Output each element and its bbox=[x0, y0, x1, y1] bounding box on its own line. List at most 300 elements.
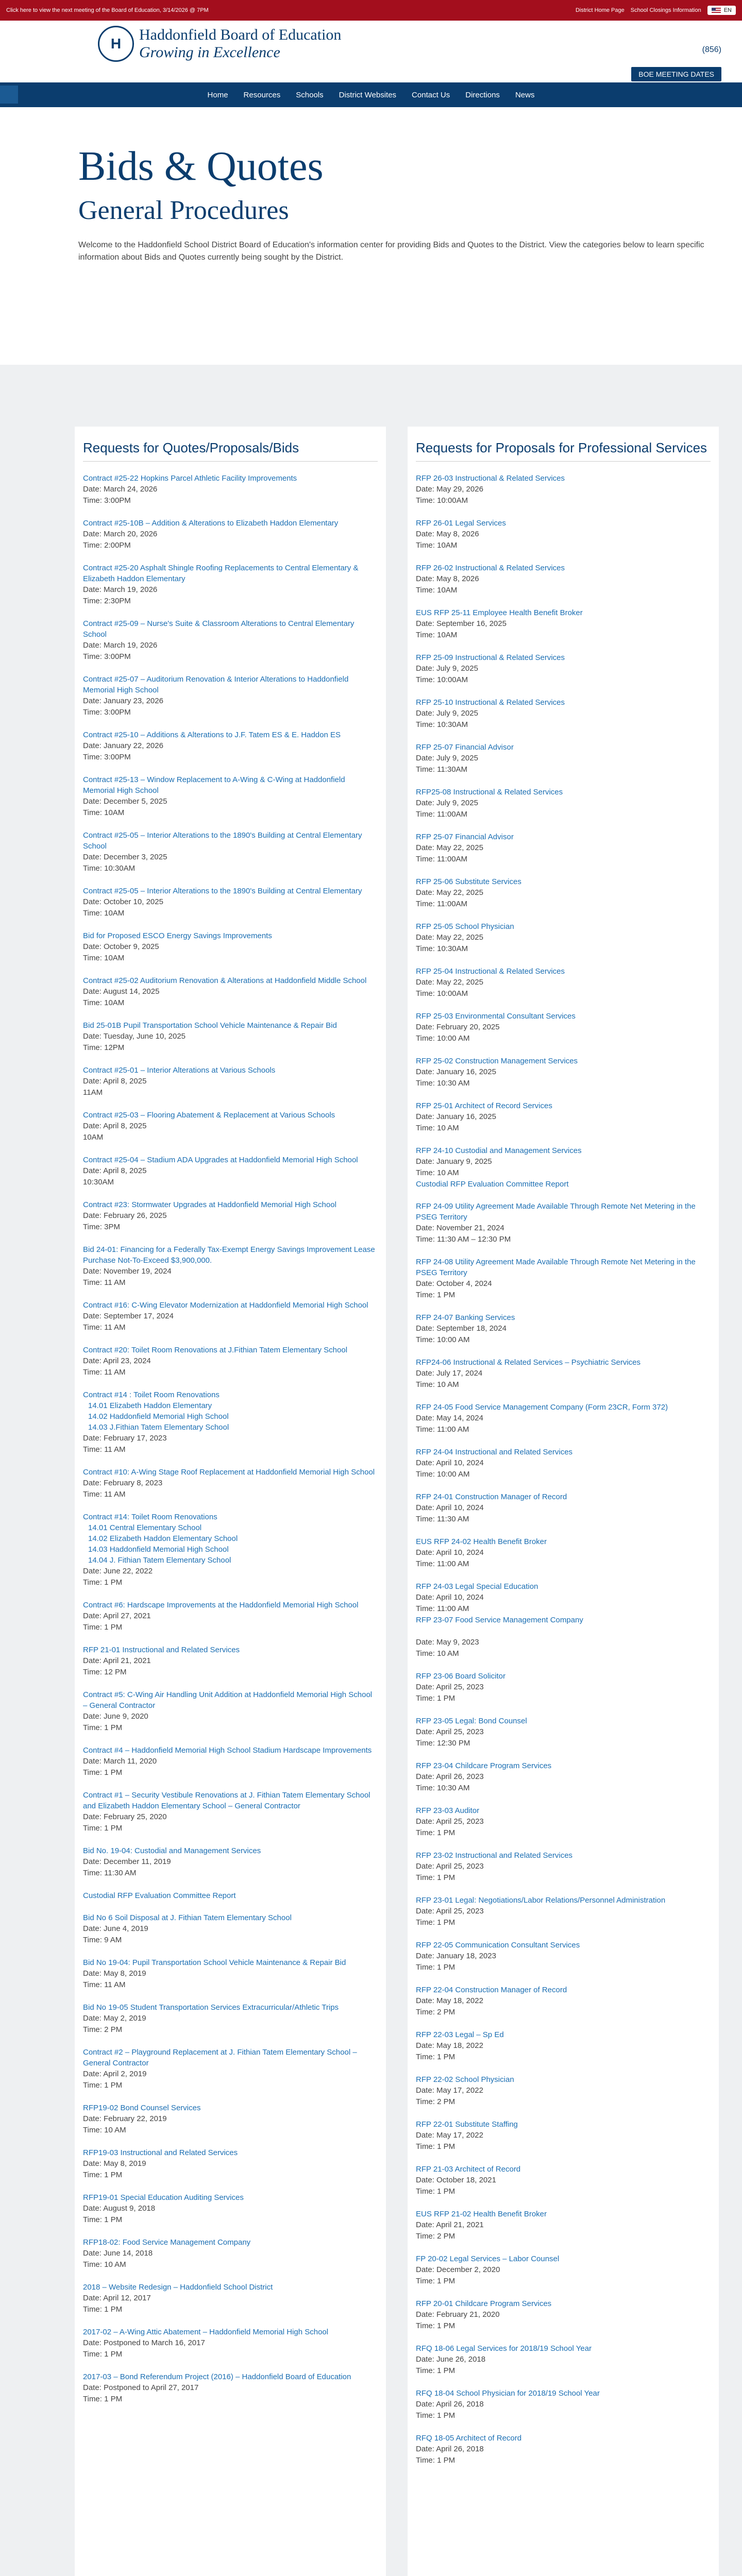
proposals-panel-title: Requests for Proposals for Professional Services bbox=[416, 440, 711, 462]
bid-link[interactable]: RFP 25-10 Instructional & Related Services bbox=[416, 698, 565, 707]
bid-date: Date: June 14, 2018 bbox=[83, 2249, 153, 2258]
bid-date: Date: December 5, 2025 bbox=[83, 797, 167, 806]
bid-link[interactable]: RFP18-02: Food Service Management Company bbox=[83, 2238, 251, 2247]
bid-link[interactable]: RFP 24-07 Banking Services bbox=[416, 1313, 515, 1322]
bid-link[interactable]: RFP 26-01 Legal Services bbox=[416, 519, 506, 528]
bid-date: Date: March 24, 2026 bbox=[83, 485, 158, 494]
bid-link[interactable]: RFP24-06 Instructional & Related Services – Psychiatric Services bbox=[416, 1358, 641, 1367]
bid-link[interactable]: Bid for Proposed ESCO Energy Savings Improvements bbox=[83, 931, 272, 940]
bid-link[interactable]: RFP 24-09 Utility Agreement Made Available Through Remote Net Metering in the PSEG Territory bbox=[416, 1202, 696, 1222]
bid-link[interactable]: Contract #25-22 Hopkins Parcel Athletic Facility Improvements bbox=[83, 474, 297, 483]
bid-link[interactable]: RFP 24-04 Instructional and Related Services bbox=[416, 1448, 573, 1456]
bid-link[interactable]: 2018 – Website Redesign – Haddonfield School District bbox=[83, 2283, 273, 2292]
bid-link[interactable]: RFQ 18-05 Architect of Record bbox=[416, 2434, 522, 2443]
bid-item bbox=[416, 1492, 711, 1525]
bid-link[interactable]: RFP 23-03 Auditor bbox=[416, 1806, 480, 1815]
nav-district-websites[interactable]: District Websites bbox=[339, 90, 397, 99]
bid-panels bbox=[0, 365, 742, 2576]
bid-link[interactable]: RFQ 18-04 School Physician for 2018/19 School Year bbox=[416, 2389, 600, 2398]
bid-sub-link[interactable]: 14.02 Haddonfield Memorial High School bbox=[88, 1412, 229, 1421]
bid-item bbox=[416, 1716, 711, 1749]
bid-link[interactable]: RFP 23-05 Legal: Bond Counsel bbox=[416, 1717, 527, 1725]
bid-time: Time: 3:00PM bbox=[83, 753, 131, 761]
bid-link[interactable]: Contract #2 – Playground Replacement at J. Fithian Tatem Elementary School – General Contractor bbox=[83, 2048, 357, 2067]
bid-time: Time: 10AM bbox=[83, 808, 125, 817]
bid-date: Date: February 20, 2025 bbox=[416, 1023, 500, 1031]
bid-item bbox=[416, 518, 711, 551]
nav-contact-us[interactable]: Contact Us bbox=[412, 90, 450, 99]
bid-time: Time: 10:00AM bbox=[416, 675, 468, 684]
bid-link[interactable]: RFP 22-04 Construction Manager of Record bbox=[416, 1986, 567, 1994]
bid-item bbox=[83, 1345, 378, 1378]
bid-link[interactable]: RFP 23-02 Instructional and Related Services bbox=[416, 1851, 573, 1860]
phone-number: (856) bbox=[702, 45, 721, 54]
bid-date: Date: April 27, 2021 bbox=[83, 1612, 151, 1620]
bid-time: Time: 3:00PM bbox=[83, 708, 131, 717]
nav-home[interactable]: Home bbox=[207, 90, 228, 99]
bid-date: Date: January 16, 2025 bbox=[416, 1067, 496, 1076]
bid-link[interactable]: RFP 22-03 Legal – Sp Ed bbox=[416, 2030, 504, 2039]
bid-date: Date: July 9, 2025 bbox=[416, 709, 478, 718]
bid-date: Date: April 25, 2023 bbox=[416, 1817, 484, 1826]
bid-time: Time: 12PM bbox=[83, 1043, 125, 1052]
bid-time: Time: 1 PM bbox=[416, 1963, 456, 1972]
bid-date: Date: November 21, 2024 bbox=[416, 1224, 504, 1232]
bid-link[interactable]: Contract #25-01 – Interior Alterations at Various Schools bbox=[83, 1066, 276, 1075]
bid-date: Date: April 8, 2025 bbox=[83, 1077, 147, 1086]
bid-item bbox=[416, 2388, 711, 2421]
bid-link[interactable]: Contract #10: A-Wing Stage Roof Replacement at Haddonfield Memorial High School bbox=[83, 1468, 375, 1477]
bid-sub-link[interactable]: 14.02 Elizabeth Haddon Elementary School bbox=[88, 1534, 238, 1543]
bid-link[interactable]: RFP 20-01 Childcare Program Services bbox=[416, 2299, 552, 2308]
bid-link[interactable]: RFP 26-03 Instructional & Related Services bbox=[416, 474, 565, 483]
bid-time: Time: 1 PM bbox=[83, 1723, 123, 1732]
page-subtitle: General Procedures bbox=[78, 196, 289, 225]
bid-date: Date: July 9, 2025 bbox=[416, 799, 478, 807]
bid-item bbox=[83, 730, 378, 763]
bid-date: Date: June 9, 2020 bbox=[83, 1712, 148, 1721]
bid-link[interactable]: RFP 25-05 School Physician bbox=[416, 922, 514, 931]
bid-item bbox=[416, 563, 711, 596]
bid-date: Date: April 12, 2017 bbox=[83, 2294, 151, 2302]
bid-item bbox=[83, 774, 378, 819]
bid-date: Date: May 22, 2025 bbox=[416, 888, 483, 897]
bid-item bbox=[83, 1512, 378, 1588]
bid-item bbox=[83, 1645, 378, 1678]
bid-link[interactable]: RFP 25-04 Instructional & Related Services bbox=[416, 967, 565, 976]
bid-time: Time: 10:30AM bbox=[83, 864, 136, 873]
bid-link[interactable]: RFP 24-08 Utility Agreement Made Available Through Remote Net Metering in the PSEG Territory bbox=[416, 1258, 696, 1277]
bid-date: Date: March 19, 2026 bbox=[83, 641, 158, 650]
bid-date: Date: March 19, 2026 bbox=[83, 585, 158, 594]
bid-date: Date: July 9, 2025 bbox=[416, 754, 478, 762]
bid-item bbox=[83, 2192, 378, 2226]
bid-link[interactable]: RFP 24-10 Custodial and Management Services bbox=[416, 1146, 582, 1155]
bid-date: Date: February 17, 2023 bbox=[83, 1434, 167, 1443]
bid-date: Date: June 22, 2022 bbox=[83, 1567, 153, 1575]
nav-directions[interactable]: Directions bbox=[465, 90, 500, 99]
bid-item bbox=[83, 975, 378, 1009]
bid-time: Time: 1 PM bbox=[416, 2366, 456, 2375]
bid-item bbox=[83, 2327, 378, 2360]
bid-link[interactable]: Bid 25-01B Pupil Transportation School Vehicle Maintenance & Repair Bid bbox=[83, 1021, 337, 1030]
bid-link[interactable]: RFP 24-05 Food Service Management Company (Form 23CR, Form 372) bbox=[416, 1403, 668, 1412]
bid-date: Date: May 8, 2026 bbox=[416, 574, 479, 583]
bid-link[interactable]: RFP 24-03 Legal Special Education bbox=[416, 1582, 538, 1591]
bid-time: Time: 1 PM bbox=[416, 1918, 456, 1927]
bid-link[interactable]: RFP 24-01 Construction Manager of Record bbox=[416, 1493, 567, 1501]
boe-meeting-dates-button[interactable]: BOE MEETING DATES bbox=[631, 67, 721, 81]
bid-time: Time: 10:00AM bbox=[416, 989, 468, 998]
bid-time: Time: 1 PM bbox=[416, 1291, 456, 1299]
bid-link[interactable]: Contract #14 : Toilet Room Renovations bbox=[83, 1391, 220, 1399]
bid-link[interactable]: RFP 26-02 Instructional & Related Services bbox=[416, 564, 565, 572]
bid-time: 11AM bbox=[83, 1088, 103, 1097]
bid-date: Date: January 9, 2025 bbox=[416, 1157, 492, 1166]
bid-time: Time: 1 PM bbox=[416, 1828, 456, 1837]
bid-item bbox=[83, 2237, 378, 2270]
bid-date: Date: October 10, 2025 bbox=[83, 897, 163, 906]
bid-link[interactable]: RFP 25-07 Financial Advisor bbox=[416, 833, 514, 841]
us-flag-icon bbox=[712, 8, 721, 13]
bid-link[interactable]: Contract #25-05 – Interior Alterations to the 1890's Building at Central Elementary School bbox=[83, 831, 362, 851]
bid-time: Time: 1 PM bbox=[416, 2456, 456, 2465]
bid-item bbox=[416, 1011, 711, 1044]
page-title: Bids & Quotes bbox=[78, 144, 324, 189]
bid-date: Date: May 22, 2025 bbox=[416, 933, 483, 942]
bid-time: Time: 12:30 PM bbox=[416, 1739, 470, 1748]
bid-link[interactable]: RFP 23-06 Board Solicitor bbox=[416, 1672, 505, 1681]
bid-time: Time: 9 AM bbox=[83, 1936, 122, 1944]
bid-item bbox=[416, 742, 711, 775]
bid-item bbox=[83, 1300, 378, 1333]
bid-item bbox=[83, 1244, 378, 1289]
nav-resources[interactable]: Resources bbox=[243, 90, 281, 99]
bid-item bbox=[416, 2209, 711, 2242]
bid-item bbox=[83, 2047, 378, 2091]
bid-time: Time: 11:30AM bbox=[416, 765, 468, 774]
bid-item bbox=[416, 607, 711, 641]
bid-time: Time: 11 AM bbox=[83, 1980, 126, 1989]
bid-time: Time: 3:00PM bbox=[83, 496, 131, 505]
bid-link[interactable]: Bid No 19-04: Pupil Transportation School Vehicle Maintenance & Repair Bid bbox=[83, 1958, 346, 1967]
bid-time: Time: 10 AM bbox=[416, 1168, 459, 1177]
bid-link[interactable]: RFP 25-06 Substitute Services bbox=[416, 877, 521, 886]
bid-link[interactable]: RFP 21-01 Instructional and Related Services bbox=[83, 1646, 240, 1654]
bid-item bbox=[83, 1845, 378, 1879]
bid-time: Time: 10:00AM bbox=[416, 496, 468, 505]
bid-time: Time: 10 AM bbox=[83, 2260, 126, 2269]
bid-link[interactable]: Contract #5: C-Wing Air Handling Unit Addition at Haddonfield Memorial High School – General Contractor bbox=[83, 1690, 373, 1710]
bid-date: Date: May 18, 2022 bbox=[416, 1996, 483, 2005]
bid-date: Date: February 21, 2020 bbox=[416, 2310, 500, 2319]
bid-link[interactable]: RFP 21-03 Architect of Record bbox=[416, 2165, 521, 2174]
quotes-panel-title: Requests for Quotes/Proposals/Bids bbox=[83, 440, 378, 462]
bid-time: Time: 2 PM bbox=[416, 2097, 456, 2106]
bid-date: Date: May 17, 2022 bbox=[416, 2131, 483, 2140]
bid-link[interactable]: Contract #25-13 – Window Replacement to A-Wing & C-Wing at Haddonfield Memorial High School bbox=[83, 775, 345, 795]
bid-time: Time: 10:00 AM bbox=[416, 1034, 470, 1043]
bid-link[interactable]: Contract #6: Hardscape Improvements at the Haddonfield Memorial High School bbox=[83, 1601, 359, 1609]
logo[interactable] bbox=[98, 26, 341, 62]
bid-link[interactable]: Contract #16: C-Wing Elevator Modernization at Haddonfield Memorial High School bbox=[83, 1301, 368, 1310]
bid-date: Date: Tuesday, June 10, 2025 bbox=[83, 1032, 186, 1041]
bid-item bbox=[416, 1536, 711, 1570]
bid-time: Time: 3PM bbox=[83, 1223, 120, 1231]
bid-item bbox=[83, 518, 378, 551]
bid-link[interactable]: Contract #1 – Security Vestibule Renovations at J. Fithian Tatem Elementary School and Elizabeth Haddon Elementary School – General Contractor bbox=[83, 1791, 370, 1810]
bid-link[interactable]: Contract #25-07 – Auditorium Renovation & Interior Alterations to Haddonfield Memorial High School bbox=[83, 675, 349, 694]
bid-item bbox=[83, 2371, 378, 2405]
bid-link[interactable]: RFP 22-05 Communication Consultant Services bbox=[416, 1941, 580, 1950]
bid-date: Date: May 29, 2026 bbox=[416, 485, 483, 494]
nav-schools[interactable]: Schools bbox=[296, 90, 324, 99]
bid-item bbox=[416, 1100, 711, 1134]
bid-time: Time: 1 PM bbox=[83, 1578, 123, 1587]
bid-item bbox=[416, 1671, 711, 1704]
bid-item bbox=[416, 1257, 711, 1301]
bid-item bbox=[416, 1940, 711, 1973]
bid-date: Date: October 18, 2021 bbox=[416, 2176, 496, 2184]
bid-time: Time: 2:30PM bbox=[83, 597, 131, 605]
bid-time: Time: 1 PM bbox=[83, 2350, 123, 2359]
bid-sub-link[interactable]: 14.03 Haddonfield Memorial High School bbox=[88, 1545, 229, 1554]
bid-item bbox=[416, 966, 711, 999]
bid-item bbox=[83, 930, 378, 964]
bid-time: Time: 10AM bbox=[416, 631, 458, 639]
bid-item bbox=[83, 1689, 378, 1734]
bid-link[interactable]: RFQ 18-06 Legal Services for 2018/19 School Year bbox=[416, 2344, 592, 2353]
bid-item bbox=[83, 1912, 378, 1946]
bid-date: Date: August 14, 2025 bbox=[83, 987, 160, 996]
bid-link[interactable]: Contract #25-02 Auditorium Renovation & Alterations at Haddonfield Middle School bbox=[83, 976, 367, 985]
bid-item bbox=[416, 1760, 711, 1794]
bid-link[interactable]: EUS RFP 25-11 Employee Health Benefit Broker bbox=[416, 608, 583, 617]
bid-item bbox=[83, 2282, 378, 2315]
bid-item bbox=[83, 1890, 378, 1901]
bid-time: Time: 11:30 AM bbox=[83, 1869, 137, 1877]
bid-item bbox=[416, 652, 711, 686]
bid-link[interactable]: EUS RFP 24-02 Health Benefit Broker bbox=[416, 1537, 547, 1546]
bid-time: Time: 10:30 AM bbox=[416, 1784, 470, 1792]
bid-time: Time: 1 PM bbox=[83, 1623, 123, 1632]
bid-link[interactable]: Contract #25-04 – Stadium ADA Upgrades at Haddonfield Memorial High School bbox=[83, 1156, 358, 1164]
bid-link[interactable]: Contract #25-03 – Flooring Abatement & Replacement at Various Schools bbox=[83, 1111, 335, 1120]
bid-link[interactable]: RFP 25-03 Environmental Consultant Services bbox=[416, 1012, 576, 1021]
bid-link[interactable]: RFP19-03 Instructional and Related Services bbox=[83, 2148, 238, 2157]
district-home-link[interactable]: District Home Page bbox=[575, 7, 625, 13]
bid-link[interactable]: Custodial RFP Evaluation Committee Report bbox=[416, 1180, 569, 1189]
bid-link[interactable]: Bid No. 19-04: Custodial and Management Services bbox=[83, 1846, 261, 1855]
bid-link[interactable]: RFP 25-02 Construction Management Services bbox=[416, 1057, 578, 1065]
language-selector[interactable]: EN bbox=[707, 6, 736, 15]
bid-link[interactable]: RFP19-02 Bond Counsel Services bbox=[83, 2104, 201, 2112]
bid-item bbox=[416, 1850, 711, 1884]
quotes-panel bbox=[75, 427, 386, 2576]
bid-item bbox=[83, 1467, 378, 1500]
bid-link[interactable]: Contract #20: Toilet Room Renovations at J.Fithian Tatem Elementary School bbox=[83, 1346, 348, 1354]
bid-date: Date: September 17, 2024 bbox=[83, 1312, 174, 1320]
bid-time: Time: 1 PM bbox=[416, 2277, 456, 2285]
bid-link[interactable]: RFP 23-04 Childcare Program Services bbox=[416, 1761, 552, 1770]
bid-item bbox=[83, 1389, 378, 1455]
bid-item bbox=[416, 2343, 711, 2377]
bid-link[interactable]: Contract #25-10B – Addition & Alterations to Elizabeth Haddon Elementary bbox=[83, 519, 339, 528]
bid-item bbox=[416, 1581, 711, 1625]
bid-date: Date: Postponed to March 16, 2017 bbox=[83, 2338, 205, 2347]
bid-date: Date: April 8, 2025 bbox=[83, 1166, 147, 1175]
bid-time: Time: 2 PM bbox=[83, 2025, 123, 2034]
bid-item bbox=[83, 1790, 378, 1834]
bid-time: Time: 11 AM bbox=[83, 1278, 126, 1287]
bid-link[interactable]: FP 20-02 Legal Services – Labor Counsel bbox=[416, 2255, 560, 2263]
bid-time: Time: 11:00 AM bbox=[416, 1425, 469, 1434]
bid-link[interactable]: Bid 24-01: Financing for a Federally Tax-Exempt Energy Savings Improvement Lease Purchase Not-To-Exceed $3,900,000. bbox=[83, 1245, 375, 1265]
bid-sub-link[interactable]: 14.01 Elizabeth Haddon Elementary bbox=[88, 1401, 212, 1410]
bid-date: Date: January 16, 2025 bbox=[416, 1112, 496, 1121]
bid-date: Date: May 22, 2025 bbox=[416, 843, 483, 852]
bid-item bbox=[416, 876, 711, 910]
bid-link[interactable]: RFP 25-01 Architect of Record Services bbox=[416, 1101, 552, 1110]
bid-item bbox=[83, 1155, 378, 1188]
bid-time: Time: 2 PM bbox=[416, 2008, 456, 2016]
bid-time: Time: 10:30AM bbox=[416, 720, 468, 729]
alert-bar[interactable] bbox=[0, 0, 742, 21]
bid-link[interactable]: Contract #25-05 – Interior Alterations to the 1890's Building at Central Elementary bbox=[83, 887, 362, 895]
bid-sub-link[interactable]: 14.03 J.Fithian Tatem Elementary School bbox=[88, 1423, 229, 1432]
bid-date: Date: May 2, 2019 bbox=[83, 2014, 146, 2023]
bid-item bbox=[416, 2433, 711, 2466]
bid-time: Time: 3:00PM bbox=[83, 652, 131, 661]
bid-item bbox=[83, 2103, 378, 2136]
bid-item bbox=[416, 2029, 711, 2063]
bid-link[interactable]: Bid No 19-05 Student Transportation Services Extracurricular/Athletic Trips bbox=[83, 2003, 339, 2012]
bid-time: Time: 1 PM bbox=[83, 2215, 123, 2224]
bid-date: Date: February 25, 2020 bbox=[83, 1812, 167, 1821]
bid-link[interactable]: RFP 22-02 School Physician bbox=[416, 2075, 514, 2084]
bid-link[interactable]: 2017-03 – Bond Referendum Project (2016) – Haddonfield Board of Education bbox=[83, 2372, 351, 2381]
bid-date: Date: April 25, 2023 bbox=[416, 1907, 484, 1916]
bid-time: Time: 10 AM bbox=[83, 2126, 126, 2134]
bid-item bbox=[83, 1745, 378, 1778]
bid-date: Date: April 25, 2023 bbox=[416, 1862, 484, 1871]
bid-link[interactable]: RFP 25-09 Instructional & Related Services bbox=[416, 653, 565, 662]
bid-item bbox=[416, 1201, 711, 1245]
bid-time: Time: 10:30 AM bbox=[416, 1079, 470, 1088]
nav-decor bbox=[0, 86, 18, 104]
bid-date: Date: April 26, 2018 bbox=[416, 2445, 484, 2453]
bid-time: Time: 10AM bbox=[83, 998, 125, 1007]
bid-date: Date: December 2, 2020 bbox=[416, 2265, 500, 2274]
bid-time: Time: 11:30 AM bbox=[416, 1515, 469, 1523]
bid-link[interactable]: RFP 23-07 Food Service Management Company bbox=[416, 1616, 583, 1624]
bid-item bbox=[416, 1056, 711, 1089]
bid-time: Time: 1 PM bbox=[83, 2395, 123, 2403]
bid-item bbox=[416, 832, 711, 865]
bid-item bbox=[83, 1600, 378, 1633]
bid-item bbox=[83, 1957, 378, 1991]
bid-link[interactable]: RFP 23-01 Legal: Negotiations/Labor Relations/Personnel Administration bbox=[416, 1896, 666, 1905]
bid-link[interactable]: RFP 22-01 Substitute Staffing bbox=[416, 2120, 518, 2129]
bid-item bbox=[416, 1637, 711, 1659]
bid-time: Time: 1 PM bbox=[83, 1824, 123, 1833]
bid-time: Time: 11 AM bbox=[83, 1368, 126, 1377]
bid-item bbox=[416, 787, 711, 820]
bid-time: Time: 1 PM bbox=[416, 2411, 456, 2420]
bid-time: 10AM bbox=[83, 1133, 104, 1142]
bid-date: Date: May 8, 2026 bbox=[416, 530, 479, 538]
bid-item bbox=[416, 2074, 711, 2108]
bid-link[interactable]: Custodial RFP Evaluation Committee Report bbox=[83, 1891, 236, 1900]
bid-link[interactable]: RFP19-01 Special Education Auditing Services bbox=[83, 2193, 244, 2202]
bid-date: Date: October 4, 2024 bbox=[416, 1279, 492, 1288]
bid-date: Date: October 9, 2025 bbox=[83, 942, 159, 951]
bid-time: Time: 10:00 AM bbox=[416, 1335, 470, 1344]
bid-item bbox=[416, 1357, 711, 1391]
district-seal-icon: H bbox=[98, 26, 134, 62]
bid-date: Date: June 26, 2018 bbox=[416, 2355, 486, 2364]
bid-link[interactable]: Contract #25-09 – Nurse's Suite & Classroom Alterations to Central Elementary School bbox=[83, 619, 355, 639]
bid-time: Time: 1 PM bbox=[416, 1873, 456, 1882]
intro-text: Welcome to the Haddonfield School District Board of Education's information center for providing Bids and Quotes to the District. View the categories below to learn specific information about Bids and Quotes currently being sought by the District. bbox=[78, 241, 704, 262]
nav-news[interactable]: News bbox=[515, 90, 535, 99]
quotes-list bbox=[83, 473, 378, 2405]
bid-date: Date: September 16, 2025 bbox=[416, 619, 507, 628]
bid-date: Date: May 9, 2023 bbox=[416, 1638, 479, 1647]
bid-item bbox=[416, 2298, 711, 2332]
bid-date: Date: April 26, 2018 bbox=[416, 2400, 484, 2409]
bid-item bbox=[83, 674, 378, 718]
bid-link[interactable]: RFP 25-07 Financial Advisor bbox=[416, 743, 514, 752]
bid-date: Date: November 19, 2024 bbox=[83, 1267, 172, 1276]
school-closings-link[interactable]: School Closings Information bbox=[630, 7, 701, 13]
bid-time: Time: 1 PM bbox=[416, 2321, 456, 2330]
bid-item bbox=[416, 2164, 711, 2197]
bid-item bbox=[416, 1402, 711, 1435]
bid-time: Time: 1 PM bbox=[416, 2187, 456, 2196]
bid-time: Time: 1 PM bbox=[83, 1768, 123, 1777]
bid-link[interactable]: Contract #25-10 – Additions & Alterations to J.F. Tatem ES & E. Haddon ES bbox=[83, 731, 341, 739]
bid-date: Date: April 10, 2024 bbox=[416, 1503, 484, 1512]
bid-link[interactable]: Contract #25-20 Asphalt Shingle Roofing Replacements to Central Elementary & Elizabeth Haddon Elementary bbox=[83, 564, 359, 583]
main-nav bbox=[0, 82, 742, 107]
bid-link[interactable]: Contract #23: Stormwater Upgrades at Haddonfield Memorial High School bbox=[83, 1200, 336, 1209]
bid-sub-link[interactable]: 14.04 J. Fithian Tatem Elementary School bbox=[88, 1556, 231, 1565]
bid-date: Date: February 22, 2019 bbox=[83, 2114, 167, 2123]
bid-date: Date: April 10, 2024 bbox=[416, 1593, 484, 1602]
bid-time: Time: 10AM bbox=[416, 586, 458, 595]
bid-sub-link[interactable]: 14.01 Central Elementary School bbox=[88, 1523, 202, 1532]
bid-item bbox=[416, 1895, 711, 1928]
bid-link[interactable]: EUS RFP 21-02 Health Benefit Broker bbox=[416, 2210, 547, 2218]
bid-link[interactable]: Bid No 6 Soil Disposal at J. Fithian Tatem Elementary School bbox=[83, 1913, 292, 1922]
bid-link[interactable]: 2017-02 – A-Wing Attic Abatement – Haddonfield Memorial High School bbox=[83, 2328, 329, 2336]
bid-time: Time: 1 PM bbox=[416, 2142, 456, 2151]
site-name: Haddonfield Board of Education bbox=[139, 26, 342, 43]
bid-link[interactable]: RFP25-08 Instructional & Related Services bbox=[416, 788, 563, 796]
bid-date: Date: May 14, 2024 bbox=[416, 1414, 483, 1422]
alert-text[interactable]: Click here to view the next meeting of the Board of Education, 3/14/2026 @ 7PM bbox=[6, 7, 209, 13]
bid-date: Date: April 21, 2021 bbox=[83, 1656, 151, 1665]
bid-link[interactable]: Contract #14: Toilet Room Renovations bbox=[83, 1513, 217, 1521]
bid-date: Date: April 10, 2024 bbox=[416, 1548, 484, 1557]
bid-date: Date: April 21, 2021 bbox=[416, 2221, 484, 2229]
bid-item bbox=[83, 886, 378, 919]
bid-time: Time: 11 AM bbox=[83, 1323, 126, 1332]
site-tagline: Growing in Excellence bbox=[139, 44, 280, 61]
bid-time: Time: 10:30AM bbox=[416, 944, 468, 953]
bid-link[interactable]: Contract #4 – Haddonfield Memorial High School Stadium Hardscape Improvements bbox=[83, 1746, 372, 1755]
